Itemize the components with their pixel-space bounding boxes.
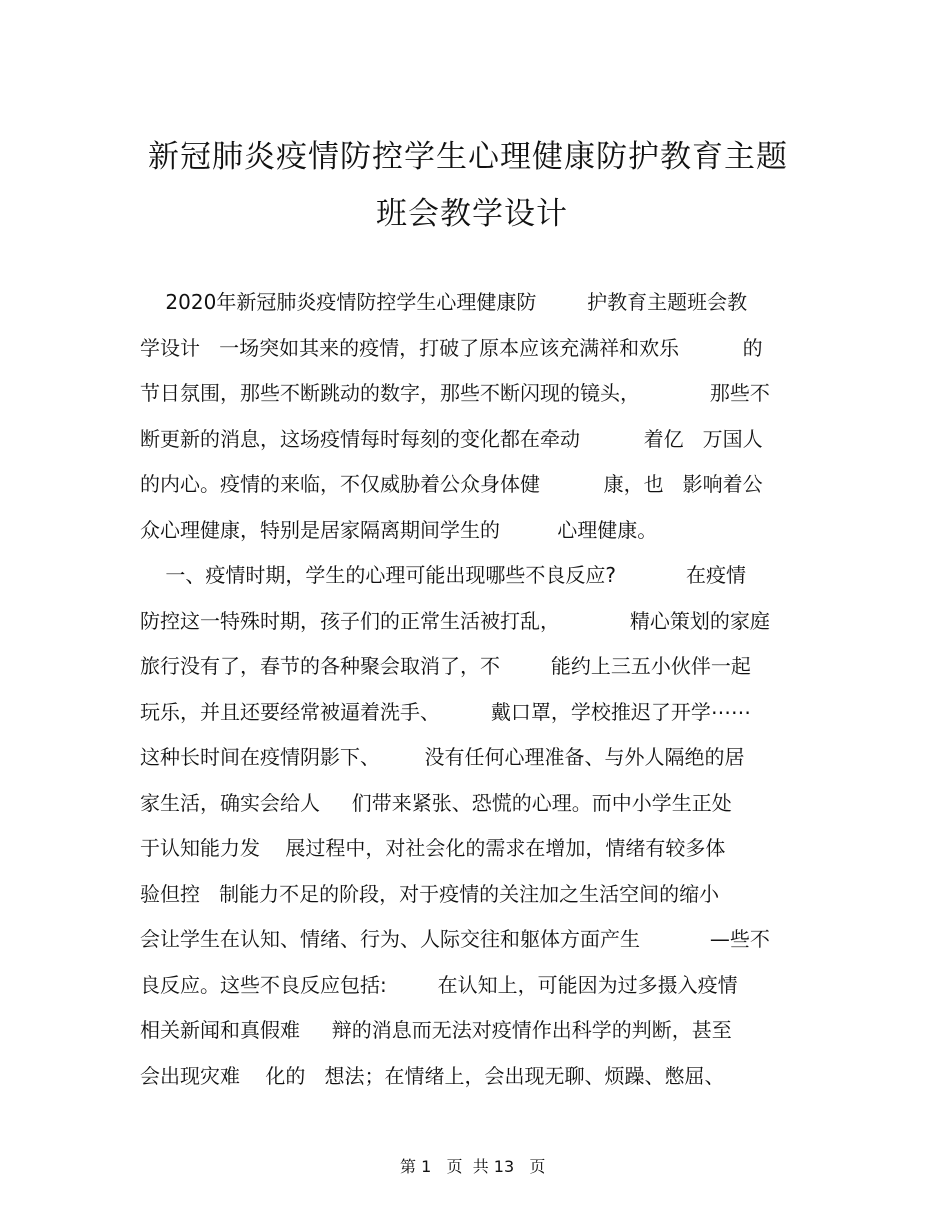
- text-line: 良反应。这些不良反应包括: 在认知上，可能因为过多摄入疫情: [140, 972, 738, 997]
- text-line: 家生活，确实会给人 们带来紧张、恐慌的心理。而中小学生正处: [140, 790, 732, 815]
- body-text: [140, 280, 820, 1099]
- document-title-line-2: 班会教学设计: [376, 196, 568, 232]
- text-line: 相关新闻和真假难 辩的消息而无法对疫情作出科学的判断，甚至: [140, 1018, 732, 1042]
- text-line: 旅行没有了，春节的各种聚会取消了，不 能约上三五小伙伴一起: [140, 654, 751, 678]
- text-line: 学设计 一场突如其来的疫情，打破了原本应该充满祥和欢乐 的: [140, 335, 763, 360]
- text-line: 众心理健康，特别是居家隔离期间学生的 心理健康。: [140, 517, 658, 542]
- page-number-footer: 第 1 页 共 13 页: [400, 1157, 546, 1176]
- text-line: 2020年新冠肺炎疫情防控学生心理健康防 护教育主题班会教: [140, 290, 748, 314]
- text-line: 断更新的消息，这场疫情每时每刻的变化都在牵动 着亿 万国人: [140, 426, 763, 451]
- text-line: 节日氛围，那些不断跳动的数字，那些不断闪现的镜头， 那些不: [140, 381, 770, 405]
- document-title-line-1: 新冠肺炎疫情防控学生心理健康防护教育主题: [148, 139, 788, 175]
- text-line: 会让学生在认知、情绪、行为、人际交往和躯体方面产生 —些不: [140, 927, 770, 951]
- text-line: 会出现灾难 化的 想法；在情绪上，会出现无聊、烦躁、憋屈、: [140, 1063, 725, 1088]
- text-line: 一、疫情时期，学生的心理可能出现哪些不良反应? 在疫情: [140, 563, 746, 587]
- text-line: 验但控 制能力不足的阶段，对于疫情的关注加之生活空间的缩小: [140, 881, 720, 906]
- text-line: 防控这一特殊时期，孩子们的正常生活被打乱， 精心策划的家庭: [140, 608, 770, 633]
- text-line: 的内心。疫情的来临，不仅威胁着公众身体健 康，也 影响着公: [140, 472, 763, 496]
- text-line: 这种长时间在疫情阴影下、 没有任何心理准备、与外人隔绝的居: [140, 745, 745, 769]
- text-line: 于认知能力发 展过程中，对社会化的需求在增加，情绪有较多体: [140, 836, 726, 860]
- text-line: 玩乐，并且还要经常被逼着洗手、 戴口罩，学校推迟了开学⋯⋯: [140, 699, 751, 724]
